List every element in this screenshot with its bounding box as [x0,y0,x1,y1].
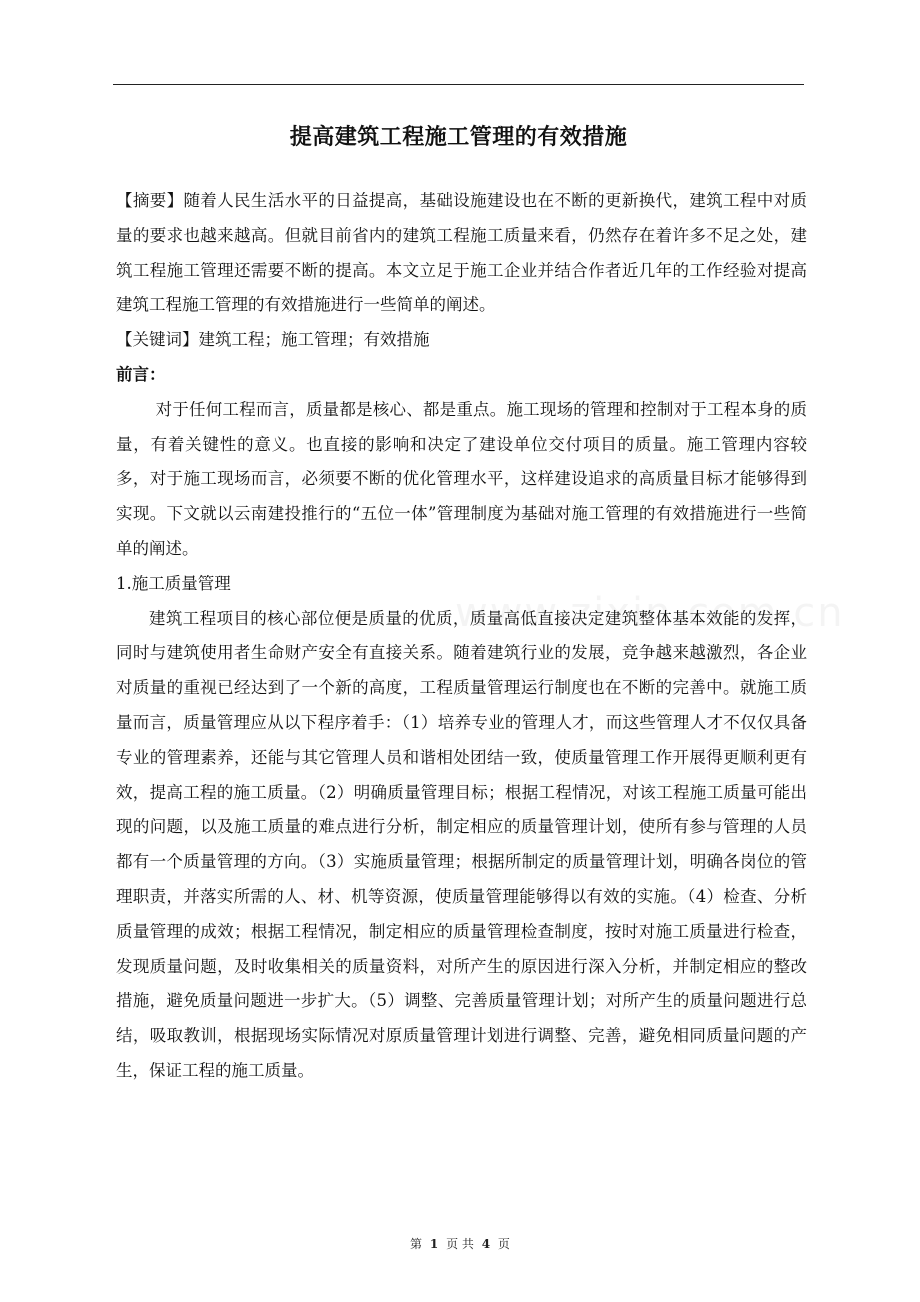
header-rule [113,84,804,85]
section-1-heading: 1.施工质量管理 [116,573,231,593]
abstract-paragraph: 【摘要】随着人民生活水平的日益提高，基础设施建设也在不断的更新换代，建筑工程中对质量的要求也越来越高。但就目前省内的建筑工程施工质量来看，仍然存在着许多不足之处，建筑工程施工管理还需要不断的提高。本文立足于施工企业并结合作者近几年的工作经验对提高建筑工程施工管理的有效措施进行一些简单的阐述。 [116,191,807,315]
footer-mid: 页 共 [446,1237,474,1251]
page-footer [0,1236,920,1252]
section-1-paragraph: 建筑工程项目的核心部位便是质量的优质，质量高低直接决定建筑整体基本效能的发挥，同时与建筑使用者生命财产安全有直接关系。随着建筑行业的发展，竞争越来越激烈，各企业对质量的重视已经达到了一个新的高度，工程质量管理运行制度也在不断的完善中。就施工质量而言，质量管理应从以下程序着手：（1）培养专业的管理人才，而这些管理人才不仅仅具备专业的管理素养，还能与其它管理人员和谐相处团结一致，使质量管理工作开展得更顺利更有效，提高工程的施工质量。（2）明确质量管理目标；根据工程情况，对该工程施工质量可能出现的问题，以及施工质量的难点进行分析，制定相应的质量管理计划，使所有参与管理的人员都有一个质量管理的方向。（3）实施质量管理；根据所制定的质量管理计划，明确各岗位的管理职责，并落实所需的人、材、机等资源，使质量管理能够得以有效的实施。（4）检查、分析质量管理的成效；根据工程情况，制定相应的质量管理检查制度，按时对施工质量进行检查，发现质量问题，及时收集相关的质量资料，对所产生的原因进行深入分析，并制定相应的整改措施，避免质量问题进一步扩大。（5）调整、完善质量管理计划；对所产生的质量问题进行总结，吸取教训，根据现场实际情况对原质量管理计划进行调整、完善，避免相同质量问题的产生，保证工程的施工质量。 [116,608,807,1080]
footer-current-page: 1 [429,1237,439,1251]
footer-prefix: 第 [410,1237,423,1251]
preface-paragraph: 对于任何工程而言，质量都是核心、都是重点。施工现场的管理和控制对于工程本身的质量，有着关键性的意义。也直接的影响和决定了建设单位交付项目的质量。施工管理内容较多，对于施工现场而言，必须要不断的优化管理水平，这样建设追求的高质量目标才能够得到实现。下文就以云南建投推行的“五位一体”管理制度为基础对施工管理的有效措施进行一些简单的阐述。 [116,399,807,558]
keywords-paragraph: 【关键词】建筑工程；施工管理；有效措施 [116,330,430,350]
document-body [116,184,807,1089]
document-title: 提高建筑工程施工管理的有效措施 [289,125,628,150]
footer-total-pages: 4 [481,1237,491,1251]
preface-heading: 前言： [116,364,166,384]
footer-suffix: 页 [497,1237,510,1251]
